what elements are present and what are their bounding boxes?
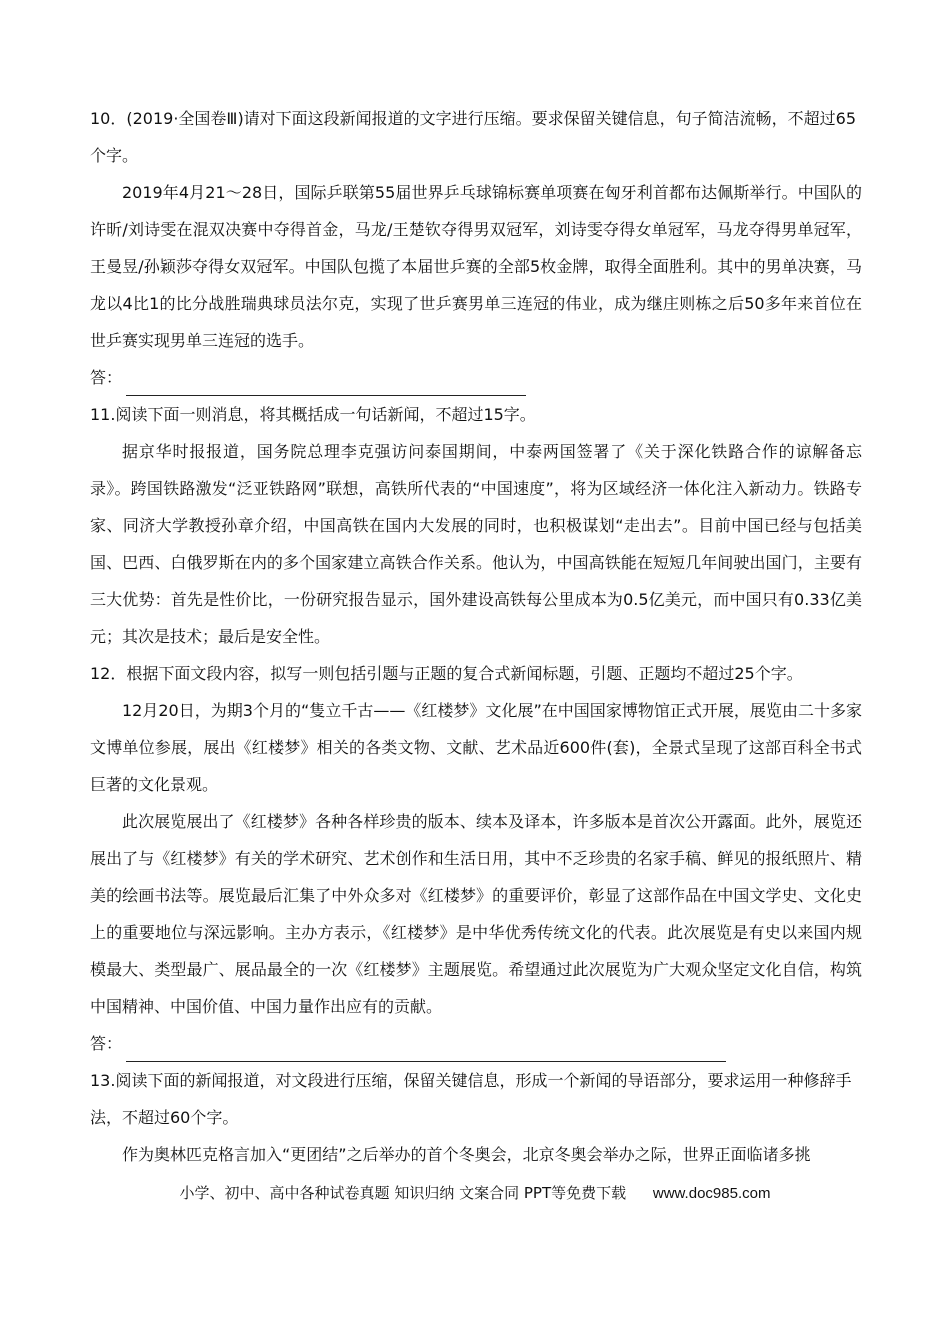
question-12-passage-1: 12月20日，为期3个月的“隻立千古——《红楼梦》文化展”在中国国家博物馆正式开展，展览由二十多家文博单位参展，展出《红楼梦》相关的各类文物、文献、艺术品近600件(套)，全景式呈现了这部百科全书式巨著的文化景观。: [90, 701, 862, 794]
question-12-passage-2: 此次展览展出了《红楼梦》各种各样珍贵的版本、续本及译本，许多版本是首次公开露面。此外，展览还展出了与《红楼梦》有关的学术研究、艺术创作和生活日用，其中不乏珍贵的名家手稿、鲜见的报纸照片、精美的绘画书法等。展览最后汇集了中外众多对《红楼梦》的重要评价，彰显了这部作品在中国文学史、文化史上的重要地位与深远影响。主办方表示，《红楼梦》是中华优秀传统文化的代表。此次展览是有史以来国内规模最大、类型最广、展品最全的一次《红楼梦》主题展览。希望通过此次展览为广大观众坚定文化自信，构筑中国精神、中国价值、中国力量作出应有的贡献。: [90, 812, 862, 1016]
answer-label: 答：: [90, 1034, 123, 1053]
document-body: [90, 100, 862, 1173]
question-13-title: 13.阅读下面的新闻报道，对文段进行压缩，保留关键信息，形成一个新闻的导语部分，要求运用一种修辞手法，不超过60个字。: [90, 1071, 852, 1127]
question-10-answer: [90, 359, 862, 396]
question-12-answer: [90, 1025, 862, 1062]
question-13-passage: 作为奥林匹克格言加入“更团结”之后举办的首个冬奥会，北京冬奥会举办之际，世界正面临诸多挑: [122, 1145, 811, 1164]
footer-site-link[interactable]: www.doc985.com: [652, 1185, 771, 1202]
question-12-title: 12．根据下面文段内容，拟写一则包括引题与正题的复合式新闻标题，引题、正题均不超过25个字。: [90, 664, 803, 683]
answer-blank-line[interactable]: [126, 1035, 726, 1062]
footer-text: 小学、初中、高中各种试卷真题 知识归纳 文案合同 PPT等免费下载: [179, 1184, 627, 1202]
answer-blank-line[interactable]: [126, 369, 526, 396]
answer-label: 答：: [90, 368, 123, 387]
question-11-title: 11.阅读下面一则消息，将其概括成一句话新闻，不超过15字。: [90, 405, 536, 424]
page-footer: [0, 1183, 950, 1204]
question-10-title: 10．(2019·全国卷Ⅲ)请对下面这段新闻报道的文字进行压缩。要求保留关键信息，句子简洁流畅，不超过65个字。: [90, 109, 857, 165]
question-10-passage: 2019年4月21～28日，国际乒联第55届世界乒乓球锦标赛单项赛在匈牙利首都布达佩斯举行。中国队的许昕/刘诗雯在混双决赛中夺得首金，马龙/王楚钦夺得男双冠军，刘诗雯夺得女单冠军，马龙夺得男单冠军，王曼昱/孙颖莎夺得女双冠军。中国队包揽了本届世乒赛的全部5枚金牌，取得全面胜利。其中的男单决赛，马龙以4比1的比分战胜瑞典球员法尔克，实现了世乒赛男单三连冠的伟业，成为继庄则栋之后50多年来首位在世乒赛实现男单三连冠的选手。: [90, 183, 862, 350]
question-11-passage: 据京华时报报道，国务院总理李克强访问泰国期间，中泰两国签署了《关于深化铁路合作的谅解备忘录》。跨国铁路激发“泛亚铁路网”联想，高铁所代表的“中国速度”，将为区域经济一体化注入新动力。铁路专家、同济大学教授孙章介绍，中国高铁在国内大发展的同时，也积极谋划“走出去”。目前中国已经与包括美国、巴西、白俄罗斯在内的多个国家建立高铁合作关系。他认为，中国高铁能在短短几年间驶出国门，主要有三大优势：首先是性价比，一份研究报告显示，国外建设高铁每公里成本为0.5亿美元，而中国只有0.33亿美元；其次是技术；最后是安全性。: [90, 442, 862, 646]
